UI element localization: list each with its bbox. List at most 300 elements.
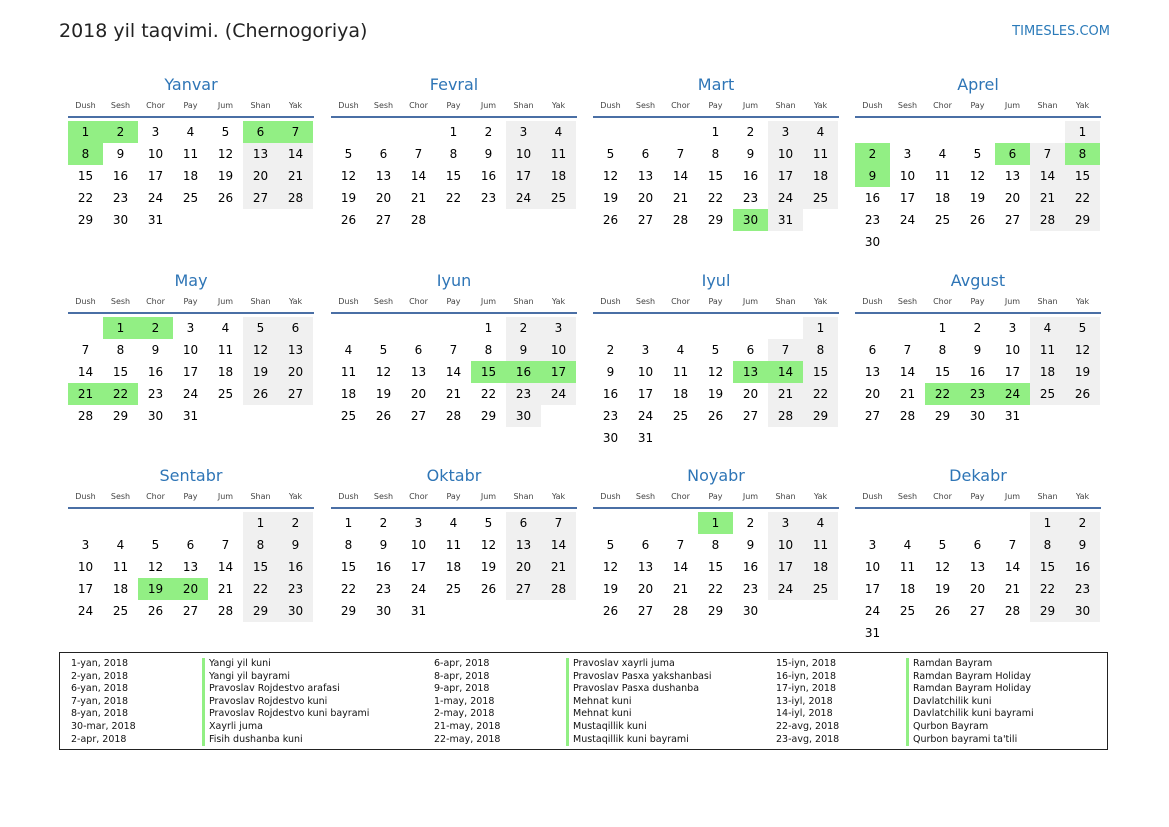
weekday-label: Pay [183,492,198,501]
legend-dates-column [776,658,839,746]
day-cell: 17 [77,582,94,596]
day-cell: 13 [969,560,986,574]
weekday-label: Shan [250,297,271,306]
day-cell: 28 [77,409,94,423]
day-cell: 5 [1065,317,1100,339]
day-cell: 8 [938,343,947,357]
day-cell: 28 [768,405,803,427]
header-divider [331,507,577,509]
day-cell: 30 [506,405,541,427]
day-cell: 19 [340,191,357,205]
day-cell: 14 [1004,560,1021,574]
day-cell: 5 [243,317,278,339]
day-cell: 10 [506,143,541,165]
empty-cell [173,512,208,534]
day-cell: 30 [147,409,164,423]
header-divider [855,116,1101,118]
month-fevral [331,74,577,231]
empty-cell [995,512,1030,534]
day-cell: 28 [445,409,462,423]
day-cell: 29 [77,213,94,227]
day-cell: 5 [344,147,353,161]
day-cell: 10 [637,365,654,379]
day-cell: 3 [768,121,803,143]
day-cell: 8 [116,343,125,357]
day-cell: 29 [112,409,129,423]
empty-cell [593,317,628,339]
legend-dates-column [71,658,136,746]
holiday-day-cell: 8 [68,143,103,165]
day-cell: 5 [379,343,388,357]
day-cell: 23 [1065,578,1100,600]
weekday-label: Dush [338,297,359,306]
holiday-day-cell: 21 [68,383,103,405]
day-cell: 17 [506,165,541,187]
day-cell: 28 [217,604,234,618]
legend-names-column [906,658,1034,746]
day-cell: 25 [899,604,916,618]
day-cell: 23 [506,383,541,405]
day-grid [331,121,577,231]
day-grid [593,317,839,449]
day-cell: 23 [278,578,313,600]
day-cell: 7 [768,339,803,361]
day-cell: 9 [746,538,755,552]
empty-cell [663,512,698,534]
day-cell: 7 [414,147,423,161]
day-cell: 12 [480,538,497,552]
day-cell: 31 [182,409,199,423]
day-cell: 20 [637,582,654,596]
header-divider [855,507,1101,509]
month-mart [593,74,839,231]
weekday-label: Pay [183,101,198,110]
day-cell: 26 [934,604,951,618]
weekday-label: Sesh [897,297,918,306]
day-cell: 24 [899,213,916,227]
day-cell: 24 [506,187,541,209]
weekday-label: Pay [970,492,985,501]
empty-cell [593,121,628,143]
weekday-label: Chor [933,492,952,501]
legend-holiday-name: Qurbon bayrami ta'tili [906,734,1034,747]
weekday-label: Sesh [635,492,656,501]
day-cell: 23 [147,387,164,401]
legend-date: 21-may, 2018 [434,720,501,732]
weekday-label: Chor [409,492,428,501]
day-cell: 10 [541,339,576,361]
day-cell: 31 [768,209,803,231]
weekday-label: Chor [146,101,165,110]
day-cell: 17 [899,191,916,205]
holiday-day-cell: 1 [103,317,138,339]
day-cell: 7 [541,512,576,534]
weekday-label: Sesh [635,101,656,110]
day-cell: 23 [602,409,619,423]
day-cell: 19 [707,387,724,401]
day-cell: 4 [186,125,195,139]
holiday-day-cell: 23 [960,383,995,405]
legend-names-column [202,658,369,746]
day-cell: 27 [506,578,541,600]
day-cell: 10 [410,538,427,552]
day-cell: 5 [711,343,720,357]
header-divider [68,507,314,509]
holiday-day-cell: 6 [995,143,1030,165]
day-cell: 28 [1030,209,1065,231]
day-cell: 5 [151,538,160,552]
day-cell: 27 [637,213,654,227]
weekday-label: Sesh [635,297,656,306]
day-cell: 21 [899,387,916,401]
holiday-day-cell: 6 [243,121,278,143]
day-cell: 22 [445,191,462,205]
day-cell: 9 [278,534,313,556]
weekday-label: Pay [183,297,198,306]
day-cell: 15 [340,560,357,574]
month-name: Iyun [436,271,472,290]
day-cell: 18 [541,165,576,187]
legend-date: 6-yan, 2018 [71,683,128,695]
day-cell: 4 [449,516,458,530]
holiday-day-cell: 16 [506,361,541,383]
day-cell: 22 [340,582,357,596]
day-cell: 8 [243,534,278,556]
weekday-label: Yak [288,492,303,501]
day-cell: 27 [375,213,392,227]
empty-cell [855,512,890,534]
weekday-label: Yak [551,101,566,110]
day-cell: 6 [973,538,982,552]
weekday-label: Jum [1004,492,1021,501]
day-cell: 7 [676,147,685,161]
day-cell: 17 [864,582,881,596]
brand-link[interactable]: TIMESLES.COM [1012,24,1110,39]
day-cell: 13 [182,560,199,574]
weekday-label: Sesh [110,492,131,501]
holiday-day-cell: 2 [855,143,890,165]
legend-holiday-name: Mustaqillik kuni [566,721,712,734]
day-cell: 25 [803,578,838,600]
day-cell: 24 [147,191,164,205]
legend-holiday-name: Pravoslav xayrli juma [566,658,712,671]
day-cell: 21 [217,582,234,596]
weekday-label: Dush [75,492,96,501]
day-cell: 5 [606,147,615,161]
day-cell: 7 [903,343,912,357]
legend-holiday-name: Pravoslav Rojdestvo kuni bayrami [202,708,369,721]
legend-date: 1-yan, 2018 [71,658,128,669]
day-grid [593,121,839,231]
day-cell: 18 [112,582,129,596]
holiday-day-cell: 15 [471,361,506,383]
weekday-label: Shan [513,101,534,110]
day-cell: 13 [637,169,654,183]
empty-cell [855,121,890,143]
holiday-legend [59,652,1108,750]
legend-date: 16-iyn, 2018 [776,670,837,682]
day-cell: 20 [278,361,313,383]
day-cell: 21 [278,165,313,187]
holiday-day-cell: 2 [138,317,173,339]
day-cell: 4 [903,538,912,552]
weekday-label: Yak [813,297,828,306]
day-cell: 16 [480,169,497,183]
day-cell: 25 [934,213,951,227]
day-cell: 16 [112,169,129,183]
day-cell: 23 [480,191,497,205]
day-cell: 22 [243,578,278,600]
day-cell: 1 [449,125,458,139]
day-cell: 19 [375,387,392,401]
day-cell: 26 [1065,383,1100,405]
day-cell: 8 [711,538,720,552]
weekday-label: Chor [409,101,428,110]
day-cell: 5 [606,538,615,552]
day-cell: 5 [484,516,493,530]
month-sentabr [68,465,314,622]
weekday-label: Jum [742,101,759,110]
day-cell: 14 [410,169,427,183]
day-cell: 14 [77,365,94,379]
day-cell: 11 [934,169,951,183]
day-cell: 24 [541,383,576,405]
day-cell: 20 [1004,191,1021,205]
day-cell: 18 [934,191,951,205]
day-cell: 25 [541,187,576,209]
day-cell: 13 [375,169,392,183]
month-name: Sentabr [159,466,223,485]
day-cell: 27 [969,604,986,618]
day-cell: 7 [1030,143,1065,165]
day-cell: 23 [375,582,392,596]
weekday-label: Pay [446,101,461,110]
day-cell: 26 [217,191,234,205]
day-cell: 4 [1030,317,1065,339]
day-cell: 10 [864,560,881,574]
weekday-header [331,487,577,507]
month-name: Fevral [429,75,479,94]
day-cell: 28 [278,187,313,209]
day-cell: 10 [182,343,199,357]
day-cell: 29 [707,213,724,227]
weekday-label: Jum [480,297,497,306]
weekday-header [68,292,314,312]
holiday-day-cell: 22 [925,383,960,405]
month-aprel [855,74,1101,253]
day-cell: 25 [340,409,357,423]
day-cell: 29 [934,409,951,423]
day-cell: 7 [449,343,458,357]
day-cell: 9 [973,343,982,357]
day-cell: 28 [672,604,689,618]
day-cell: 11 [112,560,129,574]
legend-holiday-name: Ramdan Bayram [906,658,1034,671]
weekday-label: Jum [217,101,234,110]
weekday-label: Jum [742,492,759,501]
day-cell: 11 [445,538,462,552]
day-cell: 6 [379,147,388,161]
day-cell: 1 [1065,121,1100,143]
day-cell: 21 [672,582,689,596]
day-cell: 19 [480,560,497,574]
weekday-label: Shan [250,101,271,110]
day-cell: 24 [768,187,803,209]
day-cell: 2 [746,516,755,530]
legend-holiday-name: Qurbon Bayram [906,721,1034,734]
day-cell: 4 [344,343,353,357]
day-grid [68,317,314,427]
day-cell: 25 [217,387,234,401]
day-cell: 4 [676,343,685,357]
empty-cell [366,317,401,339]
weekday-label: Pay [970,101,985,110]
day-cell: 16 [969,365,986,379]
empty-cell [208,512,243,534]
day-cell: 29 [1030,600,1065,622]
day-cell: 15 [803,361,838,383]
day-cell: 12 [243,339,278,361]
day-cell: 12 [934,560,951,574]
day-cell: 12 [1065,339,1100,361]
day-cell: 9 [746,147,755,161]
legend-date: 9-apr, 2018 [434,683,490,695]
day-cell: 30 [864,235,881,249]
weekday-label: Chor [671,492,690,501]
legend-date: 2-apr, 2018 [71,733,127,745]
day-cell: 8 [449,147,458,161]
legend-date: 14-iyl, 2018 [776,708,833,720]
weekday-label: Dush [75,101,96,110]
day-cell: 21 [445,387,462,401]
weekday-label: Pay [446,492,461,501]
empty-cell [733,317,768,339]
weekday-label: Jum [480,492,497,501]
empty-cell [663,121,698,143]
day-cell: 13 [506,534,541,556]
day-cell: 17 [182,365,199,379]
day-cell: 20 [506,556,541,578]
day-cell: 15 [707,169,724,183]
day-cell: 19 [1065,361,1100,383]
day-cell: 26 [969,213,986,227]
day-cell: 12 [375,365,392,379]
holiday-day-cell: 1 [698,512,733,534]
day-cell: 14 [541,534,576,556]
day-cell: 17 [1004,365,1021,379]
legend-dates-column [434,658,500,746]
day-cell: 26 [707,409,724,423]
month-name: Yanvar [164,75,218,94]
day-cell: 11 [541,143,576,165]
day-cell: 18 [217,365,234,379]
holiday-day-cell: 20 [173,578,208,600]
page-title: 2018 yil taqvimi. (Chernogoriya) [59,20,368,42]
day-cell: 18 [445,560,462,574]
day-cell: 3 [868,538,877,552]
day-cell: 11 [340,365,357,379]
day-grid [593,512,839,622]
day-cell: 4 [803,512,838,534]
day-cell: 24 [637,409,654,423]
day-cell: 10 [768,143,803,165]
day-cell: 9 [606,365,615,379]
day-cell: 3 [768,512,803,534]
day-grid [855,512,1101,644]
day-cell: 20 [243,165,278,187]
day-cell: 29 [1065,209,1100,231]
weekday-label: Yak [288,297,303,306]
day-cell: 2 [379,516,388,530]
day-cell: 21 [410,191,427,205]
day-cell: 13 [1004,169,1021,183]
weekday-label: Sesh [373,297,394,306]
day-cell: 29 [803,405,838,427]
month-dekabr [855,465,1101,644]
legend-date: 2-may, 2018 [434,708,495,720]
day-cell: 3 [151,125,160,139]
weekday-label: Yak [1075,101,1090,110]
weekday-label: Shan [250,492,271,501]
day-cell: 22 [707,582,724,596]
empty-cell [68,512,103,534]
day-cell: 10 [899,169,916,183]
weekday-label: Yak [813,492,828,501]
day-cell: 15 [243,556,278,578]
day-cell: 30 [969,409,986,423]
day-cell: 15 [934,365,951,379]
day-cell: 29 [340,604,357,618]
day-cell: 16 [1065,556,1100,578]
legend-date: 23-avg, 2018 [776,733,840,745]
day-grid [68,512,314,622]
day-grid [68,121,314,231]
day-cell: 22 [1030,578,1065,600]
day-cell: 2 [606,343,615,357]
header-divider [331,116,577,118]
day-grid [855,121,1101,253]
legend-date: 6-apr, 2018 [434,658,490,669]
day-cell: 11 [1030,339,1065,361]
day-cell: 21 [1030,187,1065,209]
weekday-header [855,96,1101,116]
day-cell: 23 [742,582,759,596]
day-cell: 22 [77,191,94,205]
weekday-header [331,292,577,312]
day-cell: 20 [637,191,654,205]
day-cell: 9 [484,147,493,161]
day-cell: 9 [116,147,125,161]
empty-cell [698,317,733,339]
day-cell: 1 [803,317,838,339]
weekday-label: Dush [338,492,359,501]
day-cell: 18 [803,556,838,578]
day-cell: 10 [768,534,803,556]
day-cell: 5 [973,147,982,161]
day-cell: 24 [77,604,94,618]
day-cell: 22 [1065,187,1100,209]
empty-cell [401,121,436,143]
month-may [68,270,314,427]
legend-date: 22-avg, 2018 [776,720,840,732]
empty-cell [401,317,436,339]
day-cell: 4 [938,147,947,161]
day-cell: 13 [243,143,278,165]
day-cell: 16 [864,191,881,205]
day-cell: 26 [340,213,357,227]
month-avgust [855,270,1101,427]
weekday-header [593,96,839,116]
